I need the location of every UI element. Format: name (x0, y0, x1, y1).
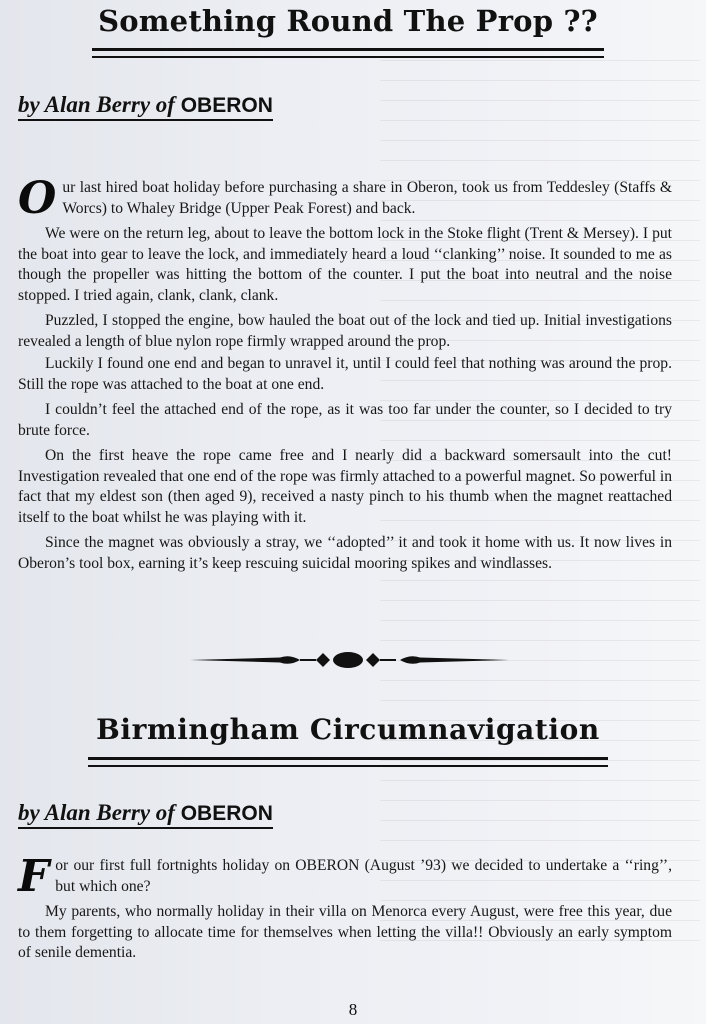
article1-paragraph: Luckily I found one end and began to unravel it, until I could feel that nothing was around the prop. Still the rope was attached to the boat at one end. (18, 355, 672, 393)
article1-dropcap: O (18, 173, 57, 224)
article2-title-rule-top (88, 757, 608, 760)
article2-title: Birmingham Circumnavigation (96, 713, 600, 746)
byline-prefix: by Alan Berry of (18, 800, 181, 825)
article2-dropcap: F (18, 851, 50, 902)
article2-body (18, 851, 672, 969)
article1-byline (18, 92, 273, 121)
article1-title-rule-top (92, 48, 604, 51)
article1-paragraph: Puzzled, I stopped the engine, bow hauled the boat out of the lock and tied up. Initial investigations revealed a length of blue nylon rope firmly wrapped around the prop. (18, 312, 672, 350)
byline-org: OBERON (180, 802, 273, 825)
article2-paragraph: My parents, who normally holiday in their villa on Menorca every August, were free this year, due to them forgetting to allocate time for themselves when letting the villa!! Obviously an early symptom of senile dementia. (18, 903, 672, 961)
article1-paragraph: Since the magnet was obviously a stray, we ‘‘adopted’’ it and took it home with us. It now lives in Oberon’s tool box, earning it’s keep rescuing suicidal mooring spikes and windlasses. (18, 534, 672, 572)
article1-paragraph: I couldn’t feel the attached end of the rope, as it was too far under the counter, so I decided to try brute force. (18, 401, 672, 439)
byline-prefix: by Alan Berry of (18, 92, 181, 117)
article1-paragraph: On the first heave the rope came free and I nearly did a backward somersault into the cut! Investigation revealed that one end of the rope was firmly attached to a powerful magnet. So powerful in fact that my eldest son (then aged 9), received a nasty pinch to his thumb when the magnet reattached itself to the boat whilst he was playing with it. (18, 447, 672, 526)
article1-body (18, 173, 672, 579)
article1-title-rule-bottom (92, 56, 604, 58)
article2-paragraph: For our first full fortnights holiday on OBERON (August ’93) we decided to undertake a ‘‘ring’’, but which one? (18, 851, 672, 902)
article2-title-rule-bottom (88, 765, 608, 767)
article1-paragraph: We were on the return leg, about to leave the bottom lock in the Stoke flight (Trent & Mersey). I put the boat into gear to leave the lock, and immediately heard a loud ‘‘clanking’’ noise. It sounded to me as though the propeller was hitting the bottom of the counter. I put the boat into neutral and the noise stopped. I tried again, clank, clank, clank. (18, 225, 672, 304)
article1-paragraph: Our last hired boat holiday before purchasing a share in Oberon, took us from Teddesley (Staffs & Worcs) to Whaley Bridge (Upper Peak Forest) and back. (18, 173, 672, 224)
article1-title: Something Round The Prop ?? (98, 4, 598, 38)
page-number: 8 (348, 1000, 358, 1019)
article2-byline (18, 800, 273, 829)
byline-org: OBERON (180, 94, 273, 117)
section-divider-ornament (190, 648, 510, 672)
